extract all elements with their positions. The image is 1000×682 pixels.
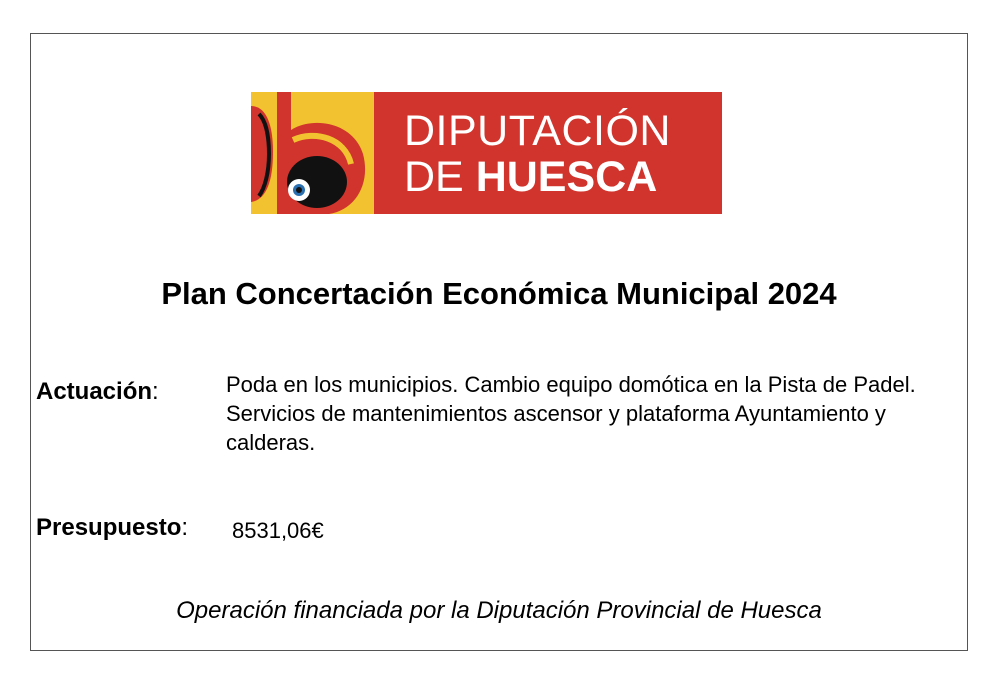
actuacion-label-colon: : <box>152 378 159 405</box>
presupuesto-label-colon: : <box>181 514 189 541</box>
logo-text-de-huesca <box>404 154 657 200</box>
logo-text-diputacion: DIPUTACIÓN <box>404 107 671 155</box>
actuacion-label-text: Actuación <box>36 378 153 405</box>
actuacion-description: Poda en los municipios. Cambio equipo domótica en la Pista de Padel. Servicios de mantenimientos ascensor y plataforma Ayuntamiento y calderas. <box>226 372 916 455</box>
presupuesto-label <box>36 513 188 543</box>
actuacion-label <box>36 377 159 407</box>
presupuesto-label-text: Presupuesto <box>36 514 182 541</box>
logo-wordmark <box>374 92 722 214</box>
presupuesto-value: 8531,06€ <box>232 518 324 543</box>
logo-text-huesca: HUESCA <box>475 153 658 201</box>
diputacion-huesca-logo <box>251 92 722 214</box>
plan-title: Plan Concertación Económica Municipal 2024 <box>161 276 837 311</box>
diputacion-huesca-emblem-icon <box>251 92 374 214</box>
financing-note: Operación financiada por la Diputación Provincial de Huesca <box>176 597 822 624</box>
logo-text-de: DE <box>404 153 476 201</box>
